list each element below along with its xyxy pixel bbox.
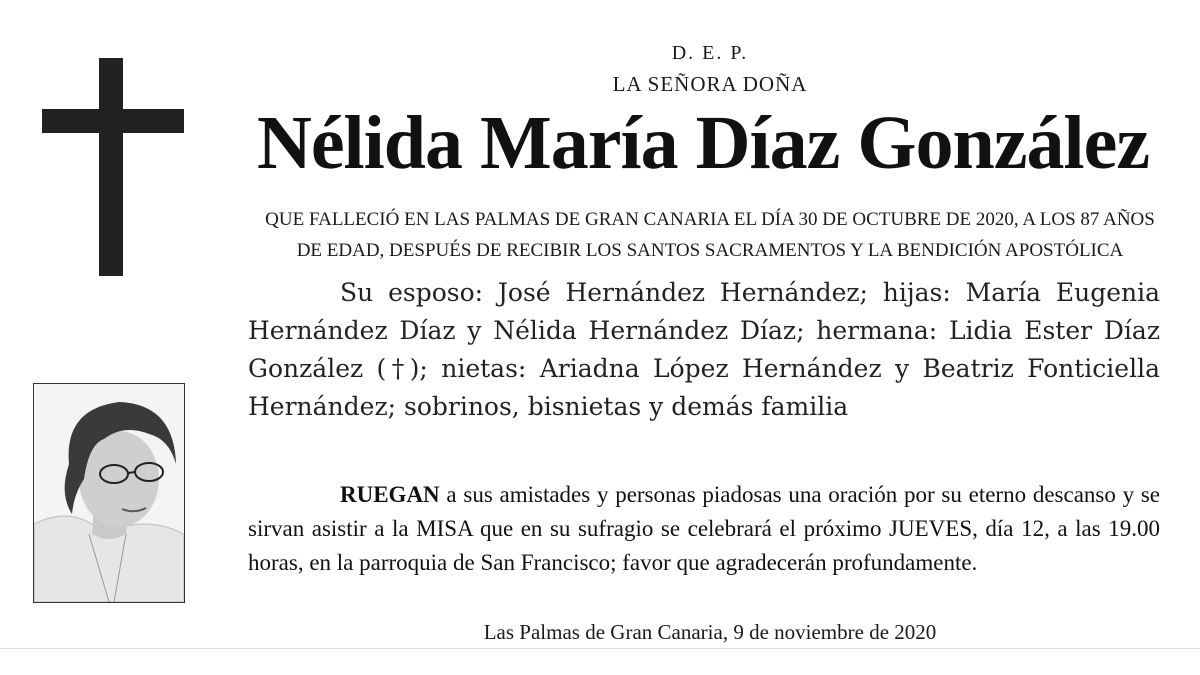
request-paragraph	[248, 478, 1160, 580]
cross-icon	[99, 58, 123, 276]
cross-icon-bar	[42, 109, 184, 133]
family-paragraph: Su esposo: José Hernández Hernández; hijas: María Eugenia Hernández Díaz y Nélida Hernández Díaz; hermana: Lidia Ester Díaz González (†); nietas: Ariadna López Hernández y Beatriz Fonticiella Hernández; sobrinos, bisnietas y demás familia	[248, 278, 1160, 421]
honorific-title: LA SEÑORA DOÑA	[612, 72, 808, 96]
deceased-name: Nélida María Díaz González	[256, 101, 1150, 185]
footer-date: Las Palmas de Gran Canaria, 9 de noviembre de 2020	[483, 620, 937, 644]
portrait-photo	[33, 383, 185, 603]
request-text: a sus amistades y personas piadosas una oración por su eterno descanso y se sirvan asistir a la MISA que en su sufragio se celebrará el próximo JUEVES, día 12, a las 19.00 horas, en la parroquia de San Francisco; favor que agradecerán profundamente.	[248, 482, 1160, 575]
request-lead: RUEGAN	[340, 482, 440, 507]
rip-abbreviation: D. E. P.	[671, 42, 749, 64]
death-notice	[240, 204, 1180, 266]
divider	[0, 648, 1200, 649]
death-notice-line-2: DE EDAD, DESPUÉS DE RECIBIR LOS SANTOS SACRAMENTOS Y LA BENDICIÓN APOSTÓLICA	[296, 240, 1124, 261]
death-notice-line-1: QUE FALLECIÓ EN LAS PALMAS DE GRAN CANARIA EL DÍA 30 DE OCTUBRE DE 2020, A LOS 87 AÑOS	[265, 209, 1155, 230]
